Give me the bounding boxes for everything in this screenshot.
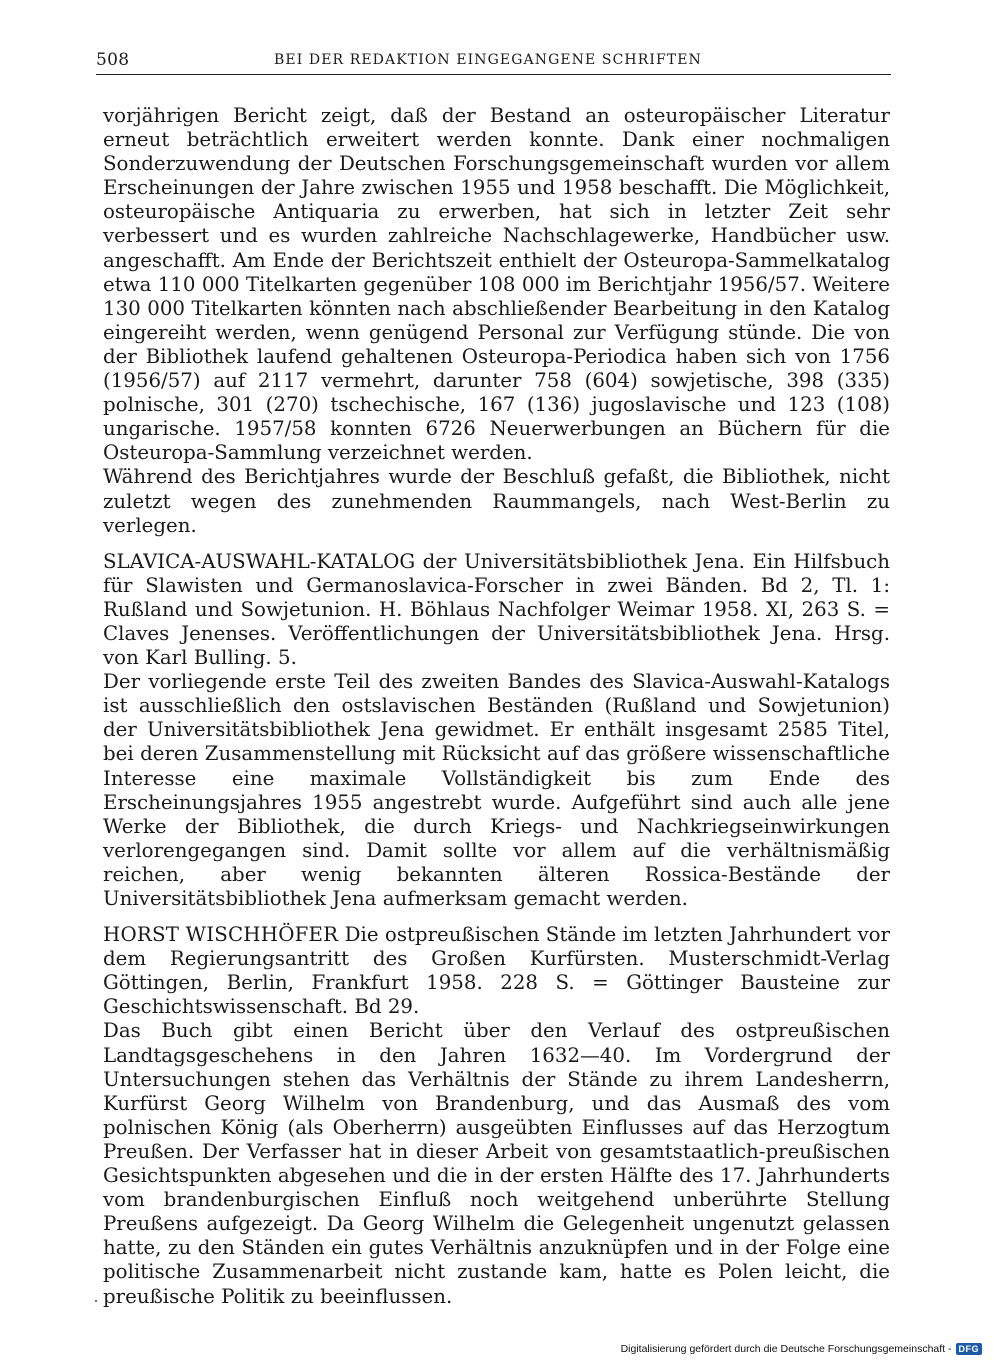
page-body: [103, 104, 890, 1309]
page-number: 508: [96, 50, 130, 70]
page-header: [96, 48, 891, 75]
credit-text: Digitalisierung gefördert durch die Deutsche Forschungsgemeinschaft -: [620, 1343, 952, 1355]
entry-slavica-review: Der vorliegende erste Teil des zweiten Bandes des Slavica-Auswahl-Katalogs ist ausschließlich den ostslavischen Beständen (Rußland und Sowjetunion) der Universitätsbibliothek Jena gewidmet. Er enthält insgesamt 2585 Titel, bei deren Zusammenstellung mit Rücksicht auf das größere wissenschaftliche Interesse eine maximale Vollständigkeit bis zum Ende des Erscheinungsjahres 1955 angestrebt wurde. Aufgeführt sind auch alle jene Werke der Bibliothek, die durch Kriegs- und Nachkriegseinwirkungen verlorengegangen sind. Damit sollte vor allem auf die verhältnismäßig reichen, aber wenig bekannten älteren Rossica-Bestände der Universitätsbibliothek Jena aufmerksam gemacht werden.: [103, 670, 890, 910]
section-gap: [103, 538, 890, 550]
section-gap: [103, 911, 890, 923]
digitization-credit: [621, 1343, 982, 1355]
dfg-logo-icon: DFG: [956, 1343, 983, 1355]
entry-citation: Die ostpreußischen Stände im letzten Jahrhundert vor dem Regierungsantritt des Großen Kurfürsten. Musterschmidt-Verlag Göttingen, Berlin, Frankfurt 1958. 228 S. = Göttinger Bausteine zur Geschichtswissenschaft. Bd 29.: [103, 923, 890, 1019]
entry-wischhoefer-title: [103, 923, 890, 1019]
scan-speck: [95, 1300, 97, 1302]
running-title: BEI DER REDAKTION EINGEGANGENE SCHRIFTEN: [274, 52, 702, 68]
entry-wischhoefer-review: Das Buch gibt einen Bericht über den Verlauf des ostpreußischen Landtagsgeschehens in den Jahren 1632—40. Im Vordergrund der Untersuchungen stehen das Verhältnis der Stände zu ihrem Landesherrn, Kurfürst Georg Wilhelm von Brandenburg, und das Ausmaß des vom polnischen König (als Oberherrn) ausgeübten Einflusses auf das Herzogtum Preußen. Der Verfasser hat in dieser Arbeit von gesamtstaatlich-preußischen Gesichtspunkten abgesehen und die in der ersten Hälfte des 17. Jahrhunderts vom brandenburgischen Einfluß noch weitgehend unberührte Stellung Preußens aufgezeigt. Da Georg Wilhelm die Gelegenheit ungenutzt gelassen hatte, zu den Ständen ein gutes Verhältnis anzuknüpfen und in der Folge eine politische Zusammenarbeit nicht zustande kam, hatte es Polen leicht, die preußische Politik zu beeinflussen.: [103, 1019, 890, 1308]
paragraph-report-continuation: vorjährigen Bericht zeigt, daß der Bestand an osteuropäischer Literatur erneut beträchtlich erweitert werden konnte. Dank einer nochmaligen Sonderzuwendung der Deutschen Forschungsgemeinschaft wurden vor allem Erscheinungen der Jahre zwischen 1955 und 1958 beschafft. Die Möglichkeit, osteuropäische Antiquaria zu erwerben, hat sich in letzter Zeit sehr verbessert und es wurden zahlreiche Nachschlagewerke, Handbücher usw. angeschafft. Am Ende der Berichtszeit enthielt der Osteuropa-Sammelkatalog etwa 110 000 Titelkarten gegenüber 108 000 im Berichtjahr 1956/57. Weitere 130 000 Titelkarten könnten nach abschließender Bearbeitung in den Katalog eingereiht werden, wenn genügend Personal zur Verfügung stünde. Die von der Bibliothek laufend gehaltenen Osteuropa-Periodica haben sich von 1756 (1956/57) auf 2117 vermehrt, darunter 758 (604) sowjetische, 398 (335) polnische, 301 (270) tschechische, 167 (136) jugoslavische und 123 (108) ungarische. 1957/58 konnten 6726 Neuerwerbungen an Büchern für die Osteuropa-Sammlung verzeichnet werden.: [103, 104, 890, 465]
paragraph-relocation: Während des Berichtjahres wurde der Beschluß gefaßt, die Bibliothek, nicht zuletzt wegen des zunehmenden Raummangels, nach West-Berlin zu verlegen.: [103, 465, 890, 537]
entry-author: HORST WISCHHÖFER: [103, 923, 339, 947]
entry-slavica-title: SLAVICA-AUSWAHL-KATALOG der Universitätsbibliothek Jena. Ein Hilfsbuch für Slawisten und Germanoslavica-Forscher in zwei Bänden. Bd 2, Tl. 1: Rußland und Sowjetunion. H. Böhlaus Nachfolger Weimar 1958. XI, 263 S. = Claves Jenenses. Veröffentlichungen der Universitätsbibliothek Jena. Hrsg. von Karl Bulling. 5.: [103, 549, 890, 670]
